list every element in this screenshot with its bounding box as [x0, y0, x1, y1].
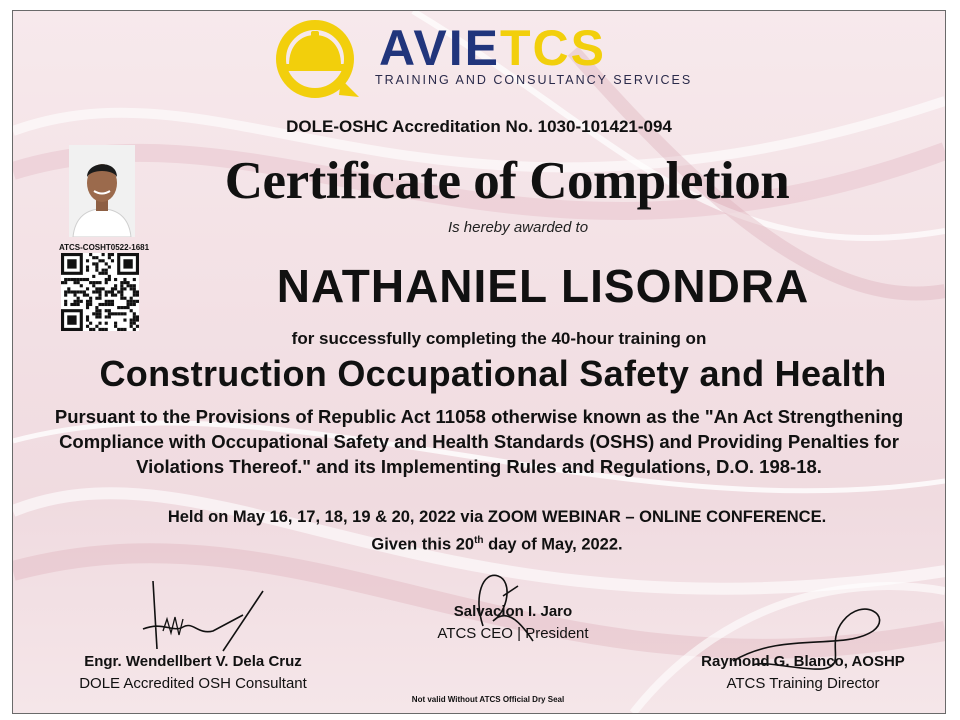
awarded-text: Is hereby awarded to: [447, 219, 589, 236]
brand-name-part1: AVIE: [379, 20, 500, 76]
certificate-title: Certificate of Completion: [224, 152, 790, 210]
recipient-photo: [69, 145, 135, 237]
helmet-logo-icon: [271, 17, 367, 99]
certificate-id: ATCS-COSHT0522-1681: [58, 243, 150, 252]
signatory-name: Salvacion I. Jaro: [453, 603, 573, 620]
course-name: Construction Occupational Safety and Health: [99, 353, 887, 394]
signature-dela-cruz-icon: [123, 571, 283, 661]
recipient-name: NATHANIEL LISONDRA: [276, 260, 810, 312]
brand-name-part2: TCS: [500, 20, 606, 76]
signatory-title: DOLE Accredited OSH Consultant: [79, 675, 307, 692]
signatory-title: ATCS Training Director: [726, 675, 880, 692]
qr-code-icon: [61, 253, 139, 331]
held-statement: [13, 505, 946, 557]
brand-name: [379, 20, 606, 76]
signatory-jaro: [393, 601, 633, 645]
pursuant-statement: Pursuant to the Provisions of Republic Act 11058 otherwise known as the "An Act Strengthening Compliance with Occupational Safety and Health Standards (OSHS) and Providing Penalties for Violations Thereof." and its Implementing Rules and Regulations, D.O. 198-18.: [54, 406, 904, 477]
training-intro: for successfully completing the 40-hour training on: [291, 329, 707, 348]
accreditation-number: DOLE-OSHC Accreditation No. 1030-101421-094: [286, 117, 672, 136]
brand-tagline: TRAINING AND CONSULTANCY SERVICES: [375, 73, 693, 87]
signatory-name: Engr. Wendellbert V. Dela Cruz: [84, 653, 302, 670]
dry-seal-note: Not valid Without ATCS Official Dry Seal: [411, 695, 565, 704]
held-date: Held on May 16, 17, 18, 19 & 20, 2022 via ZOOM WEBINAR – ONLINE CONFERENCE.: [167, 508, 827, 526]
certificate: [12, 10, 946, 714]
given-date: Given this 20th day of May, 2022.: [371, 535, 623, 554]
signatory-blanco: [653, 651, 946, 695]
signatory-dela-cruz: [53, 651, 333, 695]
signatory-name: Raymond G. Blanco, AOSHP: [701, 653, 905, 670]
signatory-title: ATCS CEO | President: [437, 625, 589, 642]
